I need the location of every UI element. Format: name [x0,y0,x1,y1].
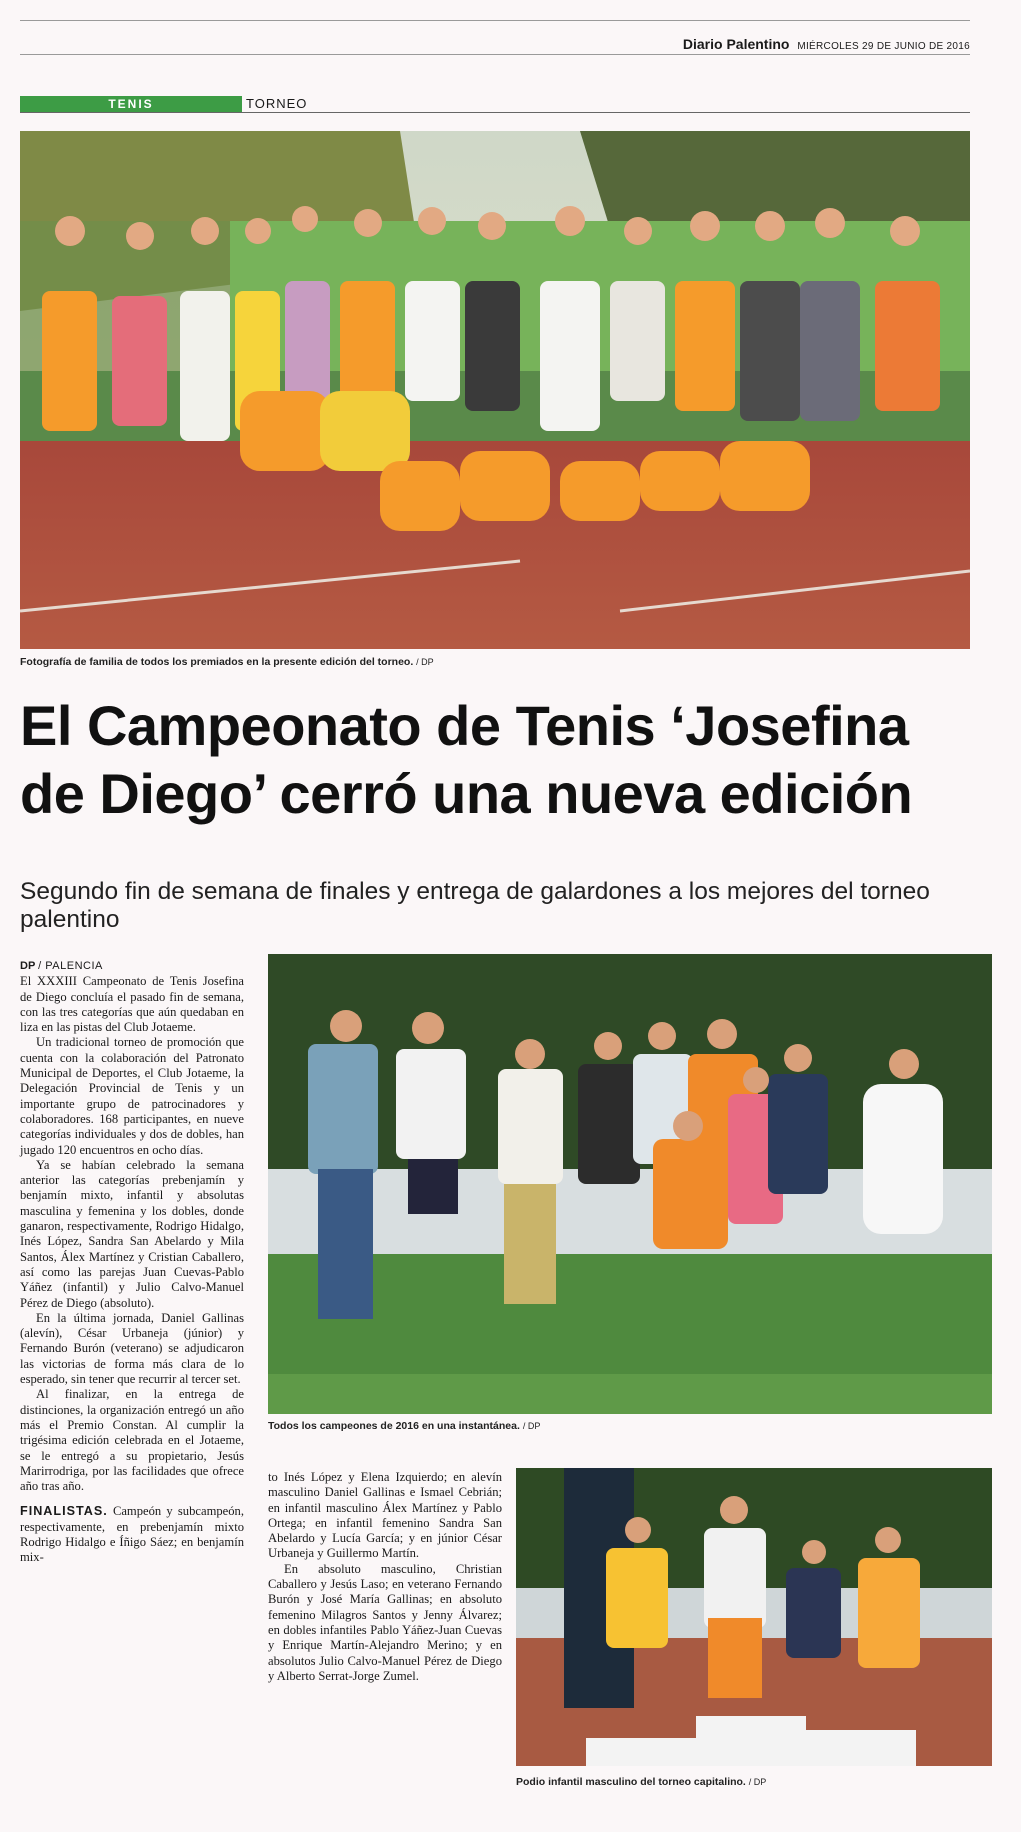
section-bar [20,96,970,113]
paragraph-2: Un tradicional torneo de promoción que cuenta con la colaboración del Patronato Municipal de Deportes, el Club Jotaeme, la Delegación Provincial de Tenis y un importante grupo de patrocinadores y colaboradores. 168 participantes, en nueve categorías individuales y dos de dobles, han jugado 120 encuentros en ocho días. [20,1035,244,1157]
paragraph-1: El XXXIII Campeonato de Tenis Josefina de Diego concluía el pasado fin de semana, con las tres categorías que aún quedaban en liza en las pistas del Club Jotaeme. [20,974,244,1035]
section-tag: TENIS [20,96,242,112]
paragraph-5: Al finalizar, en la entrega de distinciones, la organización entregó un año más el Premio Constan. Al cumplir la trigésima edición celebrada en el Jotaeme, se le entregó a su propietario, Jesús Marirrodriga, por las facilidades que ofrece año tras año. [20,1387,244,1494]
photo2-caption [268,1420,540,1432]
article-headline [20,692,980,828]
top-rule [20,20,970,21]
finalists-label: FINALISTAS. [20,1504,108,1519]
page-header [683,36,970,52]
photo-champions [268,954,992,1414]
photo1-caption [20,656,434,668]
paragraph-3: Ya se habían celebrado la semana anterior las categorías prebenjamín y benjamín mixto, infantil y absolutas masculina y femenina y los dobles, donde ganaron, respectivamente, Rodrigo Hidalgo, Inés López, Sandra San Abelardo y Mila Santos, Álex Martínez y Cristian Caballero, así como las parejas Juan Cuevas-Pablo Yáñez (infantil) y Julio Calvo-Manuel Pérez de Diego (absoluto). [20,1157,244,1310]
photo2-caption-text: Todos los campeones de 2016 en una instantánea. [268,1420,520,1432]
article-subheadline: Segundo fin de semana de finales y entrega de galardones a los mejores del torneo palentino [20,878,930,933]
photo3-caption-text: Podio infantil masculino del torneo capitalino. [516,1776,746,1788]
issue-date: MIÉRCOLES 29 DE JUNIO DE 2016 [797,41,970,52]
finalists-text: Campeón y subcampeón, respectivamente, en prebenjamín mixto Rodrigo Hidalgo e Íñigo Sáez; en benjamín mix- [20,1504,244,1565]
photo-award-winners [20,131,970,649]
dateline-agency: DP [20,960,36,972]
column-2-paragraph-1: to Inés López y Elena Izquierdo; en alevín masculino Daniel Gallinas e Ismael Cebrián; en infantil masculino Álex Martínez y Pablo Ortega; en infantil femenino Sandra San Abelardo y Lucía García; y en júnior César Urbaneja y Guillermo Martín. [268,1470,502,1561]
finalists-paragraph [20,1504,244,1565]
photo1-credit: / DP [416,657,434,667]
photo1-caption-text: Fotografía de familia de todos los premiados en la presente edición del torneo. [20,656,414,668]
photo3-caption [516,1776,766,1788]
photo3-credit: / DP [748,1777,767,1787]
paragraph-4: En la última jornada, Daniel Gallinas (alevín), César Urbaneja (júnior) y Fernando Burón (veterano) se adjudicaron las victorias de forma más clara de lo esperado, sin tener que recurrir al tercer set. [20,1310,244,1387]
dateline [20,960,103,972]
column-2-paragraph-2: En absoluto masculino, Christian Caballero y Jesús Laso; en veterano Fernando Burón y José María Gallinas; en absoluto femenino Milagros Santos y Jenny Álvarez; en dobles infantiles Pablo Yáñez-Juan Cuevas y Enrique Martín-Alejandro Merino; y en absolutos Julio Calvo-Manuel Pérez de Diego y Alberto Serrat-Jorge Zumel. [268,1561,502,1683]
header-rule [20,54,970,55]
article-column-1 [20,958,244,1566]
photo2-credit: / DP [522,1421,541,1431]
newspaper-name: Diario Palentino [682,36,790,52]
dateline-place: / PALENCIA [38,960,103,972]
section-name: TORNEO [246,96,308,111]
headline-line-1: El Campeonato de Tenis ‘Josefina [20,694,909,757]
article-column-2 [268,1470,502,1684]
photo-podium [516,1468,992,1766]
headline-line-2: de Diego’ cerró una nueva edición [20,762,913,825]
